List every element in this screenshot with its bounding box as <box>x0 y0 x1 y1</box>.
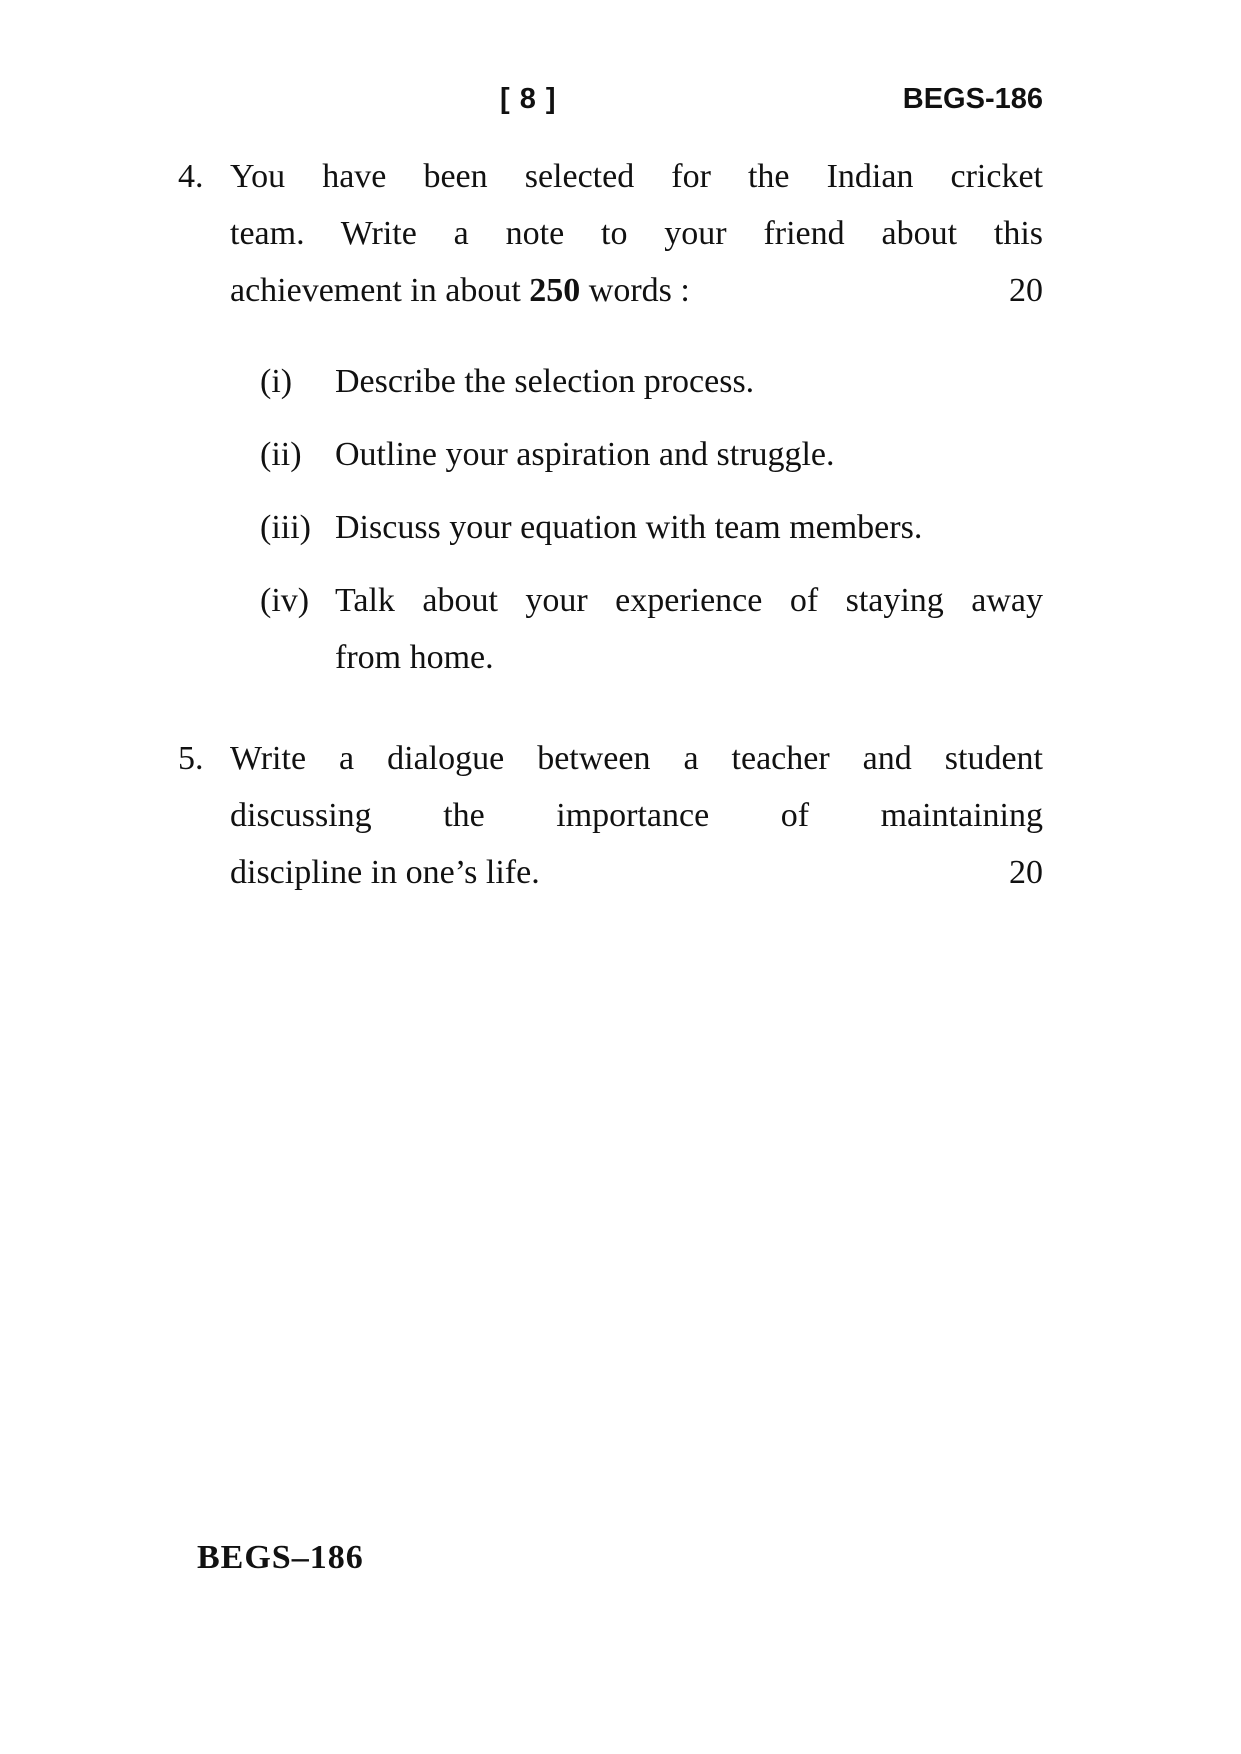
question-5-marks: 20 <box>1009 854 1043 891</box>
question-4-text <box>230 148 1043 319</box>
subitem-iii <box>260 499 1043 556</box>
paper-code-footer: BEGS–186 <box>197 1539 364 1576</box>
question-5-line-1: Write a dialogue between a teacher and student <box>230 740 1043 777</box>
subitem-iii-label: (iii) <box>260 509 311 546</box>
page-header <box>178 82 1043 120</box>
subitem-iv-label: (iv) <box>260 582 310 619</box>
question-4-line-3 <box>230 262 1043 319</box>
question-5-line-2: discussing the importance of maintaining <box>230 797 1043 834</box>
question-4-line-3-pre: achievement in about <box>230 272 530 309</box>
subitem-ii-label: (ii) <box>260 436 302 473</box>
question-4-marks: 20 <box>1009 272 1043 309</box>
paper-code-header: BEGS-186 <box>902 83 1043 115</box>
question-4-line-1: You have been selected for the Indian cricket <box>230 158 1043 195</box>
question-4-body <box>178 148 1043 319</box>
question-4-word-limit: 250 <box>529 272 581 309</box>
question-4-subitems <box>260 353 1043 686</box>
question-5-number: 5. <box>178 740 204 777</box>
question-5-body <box>178 730 1043 901</box>
question-4-line-3-post: words : <box>580 272 690 309</box>
subitem-iv-text <box>335 572 1043 686</box>
question-4-line-2: team. Write a note to your friend about this <box>230 215 1043 252</box>
question-5-line-3-text: discipline in one’s life. <box>230 854 540 891</box>
question-4 <box>178 148 1043 686</box>
subitem-ii-text: Outline your aspiration and struggle. <box>335 436 835 473</box>
subitem-ii <box>260 426 1043 483</box>
question-5-line-3 <box>230 844 1043 901</box>
subitem-i-label: (i) <box>260 363 293 400</box>
subitem-iv <box>260 572 1043 686</box>
subitem-iii-text: Discuss your equation with team members. <box>335 509 923 546</box>
page-content <box>178 82 1043 901</box>
subitem-i <box>260 353 1043 410</box>
question-5 <box>178 730 1043 901</box>
question-4-number: 4. <box>178 158 204 195</box>
page-number: [ 8 ] <box>500 83 557 115</box>
question-5-text <box>230 730 1043 901</box>
subitem-i-text: Describe the selection process. <box>335 363 755 400</box>
subitem-iv-line-1: Talk about your experience of staying away <box>335 582 1043 619</box>
question-4-line-3-text <box>230 262 690 319</box>
subitem-iv-line-2: from home. <box>335 639 494 676</box>
